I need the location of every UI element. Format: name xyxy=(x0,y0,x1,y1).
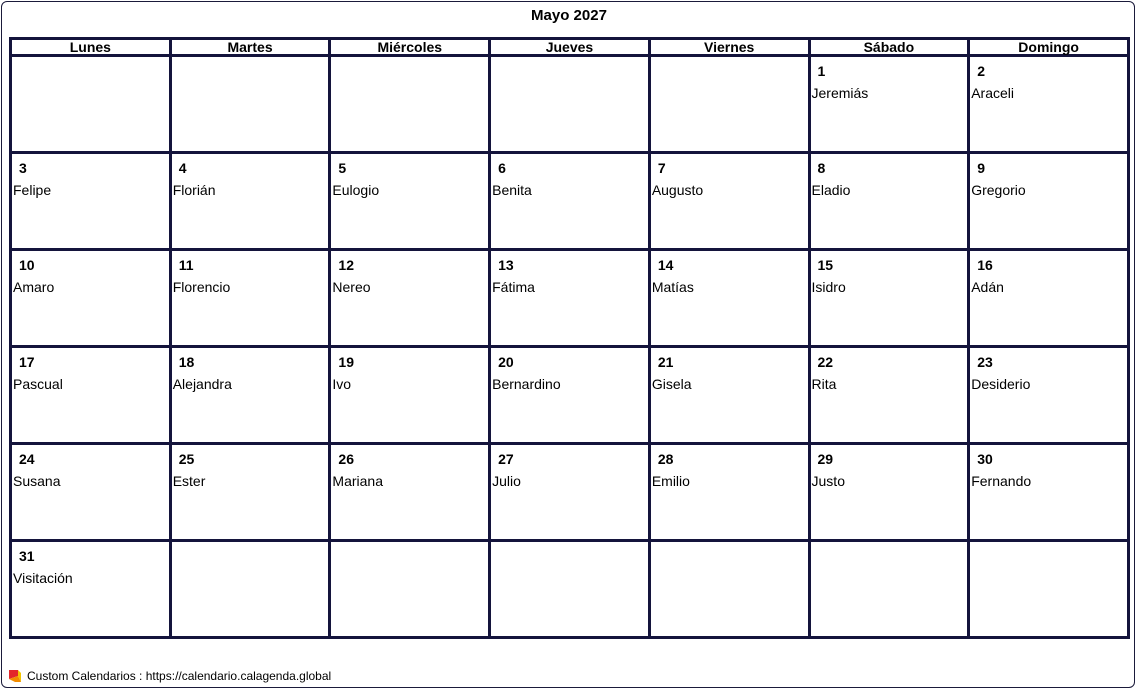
weekday-header: Lunes xyxy=(11,39,171,56)
day-cell xyxy=(649,153,809,250)
day-cell xyxy=(490,153,650,250)
weekday-header: Jueves xyxy=(490,39,650,56)
saint-name: Fernando xyxy=(971,473,1032,489)
day-cell xyxy=(809,153,969,250)
day-number: 28 xyxy=(657,451,674,467)
day-cell xyxy=(11,153,171,250)
saint-name: Jeremiás xyxy=(811,85,869,101)
saint-name: Rita xyxy=(811,376,837,392)
saint-name: Desiderio xyxy=(971,376,1031,392)
saint-name: Felipe xyxy=(13,182,52,198)
saint-name: Mariana xyxy=(332,473,383,489)
calendar-body xyxy=(11,56,1129,638)
day-number: 31 xyxy=(19,548,35,564)
day-cell xyxy=(809,347,969,444)
day-cell xyxy=(969,250,1129,347)
weekday-header: Domingo xyxy=(969,39,1129,56)
empty-cell xyxy=(809,541,969,638)
day-number: 11 xyxy=(178,257,194,273)
calendar-title: Mayo 2027 xyxy=(531,7,607,24)
day-cell xyxy=(11,347,171,444)
day-number: 30 xyxy=(977,451,993,467)
day-number: 15 xyxy=(817,257,834,273)
day-number: 24 xyxy=(19,451,35,467)
empty-cell xyxy=(330,541,490,638)
day-number: 14 xyxy=(657,257,674,273)
day-cell xyxy=(490,347,650,444)
saint-name: Justo xyxy=(811,473,845,489)
saint-name: Augusto xyxy=(651,182,704,198)
day-number: 9 xyxy=(977,160,986,176)
day-number: 20 xyxy=(498,354,514,370)
empty-cell xyxy=(170,56,330,153)
day-number: 4 xyxy=(178,160,187,176)
day-cell xyxy=(649,250,809,347)
weekday-header: Sábado xyxy=(809,39,969,56)
saint-name: Bernardino xyxy=(492,376,561,392)
day-number: 27 xyxy=(498,451,514,467)
day-cell xyxy=(649,444,809,541)
weekday-header: Miércoles xyxy=(330,39,490,56)
day-cell xyxy=(170,250,330,347)
day-cell xyxy=(11,444,171,541)
day-number: 29 xyxy=(817,451,834,467)
week-row xyxy=(11,347,1129,444)
saint-name: Isidro xyxy=(811,279,846,295)
weekday-header: Martes xyxy=(170,39,330,56)
saint-name: Emilio xyxy=(651,473,690,489)
footer[interactable] xyxy=(9,669,331,683)
week-row xyxy=(11,250,1129,347)
saint-name: Matías xyxy=(651,279,694,295)
saint-name: Fátima xyxy=(492,279,535,295)
empty-cell xyxy=(490,56,650,153)
saint-name: Gregorio xyxy=(971,182,1026,198)
empty-cell xyxy=(330,56,490,153)
day-cell xyxy=(330,347,490,444)
empty-cell xyxy=(11,56,171,153)
day-cell xyxy=(11,541,171,638)
saint-name: Gisela xyxy=(651,376,692,392)
saint-name: Eulogio xyxy=(332,182,380,198)
day-cell xyxy=(809,444,969,541)
saint-name: Ester xyxy=(172,473,206,489)
day-number: 5 xyxy=(338,160,347,176)
saint-name: Pascual xyxy=(13,376,63,392)
empty-cell xyxy=(170,541,330,638)
day-cell xyxy=(170,153,330,250)
saint-name: Amaro xyxy=(13,279,55,295)
saint-name: Eladio xyxy=(811,182,851,198)
day-cell xyxy=(969,444,1129,541)
calagenda-logo-icon xyxy=(9,670,22,683)
day-number: 17 xyxy=(19,354,35,370)
day-cell xyxy=(809,250,969,347)
saint-name: Benita xyxy=(492,182,532,198)
day-number: 22 xyxy=(817,354,834,370)
day-number: 12 xyxy=(338,257,354,273)
day-number: 16 xyxy=(977,257,993,273)
day-number: 10 xyxy=(19,257,35,273)
day-cell xyxy=(490,250,650,347)
day-cell xyxy=(809,56,969,153)
day-cell xyxy=(969,153,1129,250)
day-cell xyxy=(330,153,490,250)
saint-name: Adán xyxy=(971,279,1004,295)
day-number: 25 xyxy=(178,451,195,467)
day-cell xyxy=(11,250,171,347)
week-row xyxy=(11,56,1129,153)
calendar-grid xyxy=(9,37,1130,639)
empty-cell xyxy=(490,541,650,638)
saint-name: Julio xyxy=(492,473,521,489)
day-number: 21 xyxy=(657,354,674,370)
day-number: 2 xyxy=(977,63,986,79)
weekday-header-row xyxy=(11,39,1129,56)
saint-name: Araceli xyxy=(971,85,1015,101)
saint-name: Susana xyxy=(13,473,61,489)
day-number: 18 xyxy=(178,354,195,370)
day-number: 3 xyxy=(19,160,27,176)
empty-cell xyxy=(649,541,809,638)
day-number: 13 xyxy=(498,257,514,273)
day-number: 23 xyxy=(977,354,993,370)
day-cell xyxy=(170,347,330,444)
day-number: 6 xyxy=(498,160,506,176)
footer-text[interactable]: Custom Calendarios : https://calendario.calagenda.global xyxy=(27,669,332,683)
day-number: 1 xyxy=(817,63,826,79)
day-number: 7 xyxy=(657,160,666,176)
empty-cell xyxy=(969,541,1129,638)
day-cell xyxy=(969,56,1129,153)
saint-name: Ivo xyxy=(332,376,352,392)
saint-name: Nereo xyxy=(332,279,371,295)
saint-name: Florencio xyxy=(172,279,231,295)
week-row xyxy=(11,541,1129,638)
day-cell xyxy=(490,444,650,541)
day-number: 8 xyxy=(817,160,826,176)
day-cell xyxy=(649,347,809,444)
weekday-header: Viernes xyxy=(649,39,809,56)
saint-name: Alejandra xyxy=(172,376,232,392)
empty-cell xyxy=(649,56,809,153)
day-cell xyxy=(330,250,490,347)
week-row xyxy=(11,153,1129,250)
day-number: 19 xyxy=(338,354,354,370)
saint-name: Florián xyxy=(172,182,216,198)
day-cell xyxy=(969,347,1129,444)
saint-name: Visitación xyxy=(13,570,73,586)
week-row xyxy=(11,444,1129,541)
day-number: 26 xyxy=(338,451,354,467)
day-cell xyxy=(170,444,330,541)
day-cell xyxy=(330,444,490,541)
